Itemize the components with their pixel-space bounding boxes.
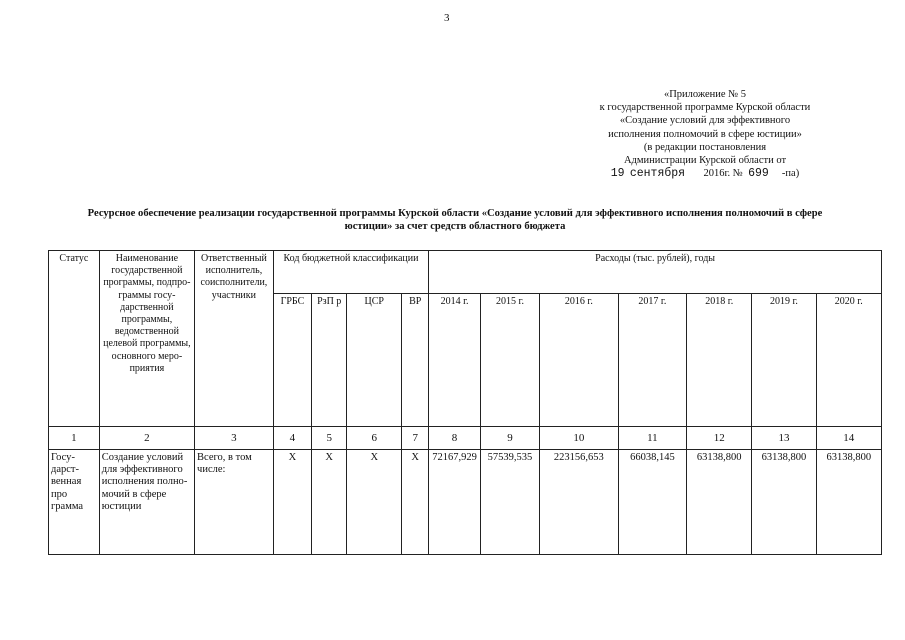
appendix-line: исполнения полномочий в сфере юстиции» bbox=[608, 128, 802, 140]
column-number: 11 bbox=[618, 427, 686, 450]
row-value-2019: 63138,800 bbox=[752, 450, 816, 555]
appendix-note bbox=[540, 88, 870, 180]
doc-number: 699 bbox=[748, 167, 769, 181]
header-csr: ЦСР bbox=[347, 294, 402, 427]
appendix-line: Администрации Курской области от bbox=[623, 155, 787, 167]
appendix-line: «Приложение № 5 bbox=[663, 89, 747, 100]
column-number: 14 bbox=[816, 427, 881, 450]
column-number: 3 bbox=[195, 427, 274, 450]
header-vr: ВР bbox=[402, 294, 429, 427]
table-header-row bbox=[49, 251, 882, 294]
row-value-2017: 66038,145 bbox=[618, 450, 686, 555]
row-executor: Всего, в том числе: bbox=[195, 450, 274, 555]
column-number: 9 bbox=[480, 427, 539, 450]
column-number: 2 bbox=[99, 427, 194, 450]
header-year: 2016 г. bbox=[540, 294, 619, 427]
resolution-date-line bbox=[540, 167, 870, 180]
appendix-line: (в редакции постановления bbox=[643, 141, 767, 153]
header-year: 2014 г. bbox=[429, 294, 481, 427]
column-number: 5 bbox=[312, 427, 347, 450]
row-value-2020: 63138,800 bbox=[816, 450, 881, 555]
column-number: 8 bbox=[429, 427, 481, 450]
column-number: 12 bbox=[687, 427, 752, 450]
header-rzpr: РзП р bbox=[312, 294, 347, 427]
header-grbs: ГРБС bbox=[273, 294, 311, 427]
column-number: 6 bbox=[347, 427, 402, 450]
column-number: 7 bbox=[402, 427, 429, 450]
header-year: 2017 г. bbox=[618, 294, 686, 427]
date-month: сентября bbox=[629, 167, 686, 181]
column-number: 4 bbox=[273, 427, 311, 450]
row-status: Государственная про грамма bbox=[49, 450, 100, 555]
row-value-2014: 72167,929 bbox=[429, 450, 481, 555]
row-code-csr: X bbox=[347, 450, 402, 555]
header-year: 2018 г. bbox=[687, 294, 752, 427]
budget-table bbox=[48, 250, 882, 555]
row-code-vr: X bbox=[402, 450, 429, 555]
column-number-row bbox=[49, 427, 882, 450]
header-expenses: Расходы (тыс. рублей), годы bbox=[429, 251, 882, 294]
date-day: 19 bbox=[610, 167, 625, 181]
header-status: Статус bbox=[49, 251, 100, 427]
row-code-rzpr: X bbox=[312, 450, 347, 555]
row-value-2018: 63138,800 bbox=[687, 450, 752, 555]
header-budget-code: Код бюджетной классификации bbox=[273, 251, 428, 294]
row-value-2015: 57539,535 bbox=[480, 450, 539, 555]
column-number: 13 bbox=[752, 427, 816, 450]
document-title: Ресурсное обеспечение реализации государственной программы Курской области «Создание условий для эффективного исполнения полномочий в сфере юстиции» за счет средств областного бюджета bbox=[87, 208, 823, 232]
page-number: 3 bbox=[444, 12, 450, 24]
header-executor: Ответственный исполнитель, соисполнители, участники bbox=[195, 251, 274, 427]
appendix-line: к государственной программе Курской области bbox=[599, 102, 811, 114]
doc-suffix: -па) bbox=[781, 168, 800, 180]
header-year: 2019 г. bbox=[752, 294, 816, 427]
row-code-grbs: X bbox=[273, 450, 311, 555]
column-number: 1 bbox=[49, 427, 100, 450]
row-value-2016: 223156,653 bbox=[540, 450, 619, 555]
header-name: Наименование государственной программы, подпрограммы государственной программы, ведомственной целевой программы, основного мероприятия bbox=[99, 251, 194, 427]
row-name: Создание условий для эффективного исполнения полномочий в сфере юстиции bbox=[99, 450, 194, 555]
year-label: 2016г. № bbox=[703, 168, 743, 180]
table-row bbox=[49, 450, 882, 555]
header-year: 2020 г. bbox=[816, 294, 881, 427]
header-year: 2015 г. bbox=[480, 294, 539, 427]
column-number: 10 bbox=[540, 427, 619, 450]
appendix-line: «Создание условий для эффективного bbox=[619, 115, 791, 127]
